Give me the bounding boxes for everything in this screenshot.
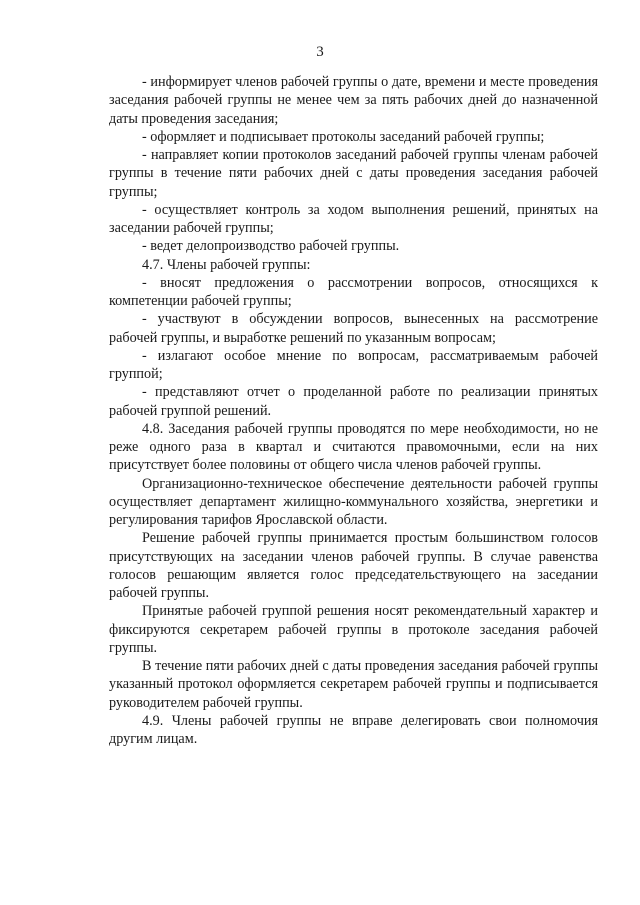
paragraph-secretary-sends-copies: - направляет копии протоколов заседаний рабочей группы членам рабочей группы в течение пяти рабочих дней с даты проведения заседания рабочей группы; [109,147,598,200]
section-heading-4-7: 4.7. Члены рабочей группы: [142,256,311,273]
paragraph-protocol-deadline: В течение пяти рабочих дней с даты проведения заседания рабочей группы указанный протокол оформляется секретарем рабочей группы и подписывается руководителем рабочей группы. [109,658,598,711]
document-body [109,73,598,748]
section-4-8-meetings: 4.8. Заседания рабочей группы проводятся по мере необходимости, но не реже одного раза в квартал и считаются правомочными, если на них присутствует более половины от общего числа членов рабочей группы. [109,420,598,474]
section-4-9-delegation: 4.9. Члены рабочей группы не вправе делегировать свои полномочия другим лицам. [109,712,598,747]
paragraph-org-support: Организационно-техническое обеспечение деятельности рабочей группы осуществляет департамент жилищно-коммунального хозяйства, энергетики и регулирования тарифов Ярославской области. [109,475,598,528]
paragraph-members-propose: - вносят предложения о рассмотрении вопросов, относящихся к компетенции рабочей группы; [109,274,598,309]
paragraph-secretary-controls: - осуществляет контроль за ходом выполнения решений, принятых на заседании рабочей группы; [109,201,598,236]
paragraph-decision-voting: Решение рабочей группы принимается простым большинством голосов присутствующих на заседании членов рабочей группы. В случае равенства голосов решающим является голос председательствующего на заседании рабочей группы. [109,530,598,601]
paragraph-secretary-records: - ведет делопроизводство рабочей группы. [142,238,400,255]
paragraph-members-participate: - участвуют в обсуждении вопросов, вынесенных на рассмотрение рабочей группы, и выработке решений по указанным вопросам; [109,311,598,346]
paragraph-decision-advisory: Принятые рабочей группой решения носят рекомендательный характер и фиксируются секретарем рабочей группы в протоколе заседания рабочей группы. [109,603,598,656]
paragraph-members-opinion: - излагают особое мнение по вопросам, рассматриваемым рабочей группой; [109,347,598,382]
paragraph-secretary-signs-protocols: - оформляет и подписывает протоколы заседаний рабочей группы; [142,128,545,145]
paragraph-members-report: - представляют отчет о проделанной работе по реализации принятых рабочей группой решений. [109,384,598,419]
paragraph-secretary-informs: - информирует членов рабочей группы о дате, времени и месте проведения заседания рабочей группы не менее чем за пять рабочих дней до назначенной даты проведения заседания; [109,74,598,127]
page-number: 3 [316,44,324,60]
